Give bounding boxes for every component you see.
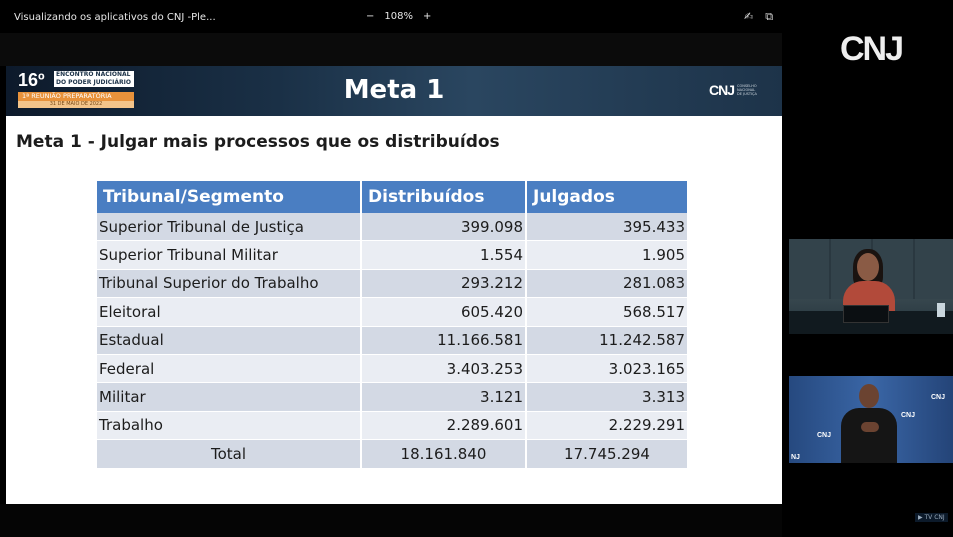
cell-distribuidos: 605.420 xyxy=(362,298,527,326)
cell-julgados: 395.433 xyxy=(527,213,689,241)
cell-distribuidos: 3.121 xyxy=(362,383,527,411)
cell-distribuidos: 3.403.253 xyxy=(362,355,527,383)
header-distribuidos: Distribuídos xyxy=(362,181,527,213)
bottom-letterbox xyxy=(0,504,782,537)
header-julgados: Julgados xyxy=(527,181,689,213)
event-date: 31 DE MAIO DE 2022 xyxy=(18,101,134,108)
table-row xyxy=(97,213,689,241)
cell-segment: Militar xyxy=(97,383,362,411)
event-line-2: DO PODER JUDICIÁRIO xyxy=(54,79,134,87)
cell-distribuidos: 399.098 xyxy=(362,213,527,241)
cell-total-julgados: 17.745.294 xyxy=(527,440,689,468)
presentation-slide xyxy=(6,66,782,504)
sign-bg-logo: CNJ xyxy=(931,394,946,401)
sign-language-video xyxy=(789,376,953,463)
event-line-1: ENCONTRO NACIONAL xyxy=(54,71,134,79)
table-row xyxy=(97,241,689,269)
slide-title: Meta 1 xyxy=(343,75,445,105)
cnj-logo-mark: CNJ xyxy=(709,82,735,98)
table-row xyxy=(97,270,689,298)
meta-table xyxy=(97,181,689,469)
cell-distribuidos: 293.212 xyxy=(362,270,527,298)
header-segment: Tribunal/Segmento xyxy=(97,181,362,213)
interpreter-hands xyxy=(861,422,879,432)
cell-segment: Estadual xyxy=(97,327,362,355)
interpreter-body xyxy=(841,408,897,463)
cell-distribuidos: 11.166.581 xyxy=(362,327,527,355)
interpreter-head xyxy=(859,384,879,408)
sign-interpreter-figure xyxy=(839,384,899,463)
cell-segment: Trabalho xyxy=(97,412,362,440)
top-letterbox xyxy=(0,33,782,66)
table-row xyxy=(97,298,689,326)
cell-julgados: 11.242.587 xyxy=(527,327,689,355)
event-number: 16º xyxy=(18,70,45,90)
table-row xyxy=(97,412,689,440)
event-line-3: 1ª REUNIÃO PREPARATÓRIA xyxy=(18,92,134,101)
viewer-tools xyxy=(744,10,773,24)
cell-segment: Tribunal Superior do Trabalho xyxy=(97,270,362,298)
cell-distribuidos: 1.554 xyxy=(362,241,527,269)
cell-segment: Superior Tribunal de Justiça xyxy=(97,213,362,241)
slide-cnj-logo xyxy=(709,82,759,98)
sign-bg-logo: CNJ xyxy=(901,412,916,419)
cell-julgados: 3.313 xyxy=(527,383,689,411)
document-title: Visualizando os aplicativos do CNJ -Ple... xyxy=(14,12,216,23)
cell-julgados: 2.229.291 xyxy=(527,412,689,440)
channel-badge: ▶ TV CNJ xyxy=(915,513,948,522)
viewer-toolbar xyxy=(0,0,782,33)
speaker-head xyxy=(857,253,879,281)
cell-segment: Eleitoral xyxy=(97,298,362,326)
cell-segment: Superior Tribunal Militar xyxy=(97,241,362,269)
desk-cup xyxy=(937,303,945,317)
cell-distribuidos: 2.289.601 xyxy=(362,412,527,440)
annotate-icon[interactable]: ✍ xyxy=(744,10,754,23)
present-icon[interactable]: ⧉ xyxy=(765,10,774,23)
cell-julgados: 281.083 xyxy=(527,270,689,298)
sign-bg-logo: NJ xyxy=(791,454,800,461)
speaker-video xyxy=(789,239,953,334)
cell-julgados: 1.905 xyxy=(527,241,689,269)
desk-monitor xyxy=(843,305,889,323)
table-total-row xyxy=(97,440,689,468)
cell-julgados: 568.517 xyxy=(527,298,689,326)
sign-bg-logo: CNJ xyxy=(817,432,832,439)
table-row xyxy=(97,327,689,355)
zoom-out-button[interactable]: − xyxy=(366,11,375,22)
zoom-level: 108% xyxy=(384,11,413,22)
slide-subtitle: Meta 1 - Julgar mais processos que os distribuídos xyxy=(16,132,500,152)
cell-total-label: Total xyxy=(97,440,362,468)
table-header-row xyxy=(97,181,689,213)
table-row xyxy=(97,383,689,411)
broadcast-side-panel xyxy=(782,0,953,537)
table-row xyxy=(97,355,689,383)
cnj-broadcast-logo: CNJ xyxy=(840,30,903,68)
slide-header xyxy=(6,66,782,116)
cell-total-distribuidos: 18.161.840 xyxy=(362,440,527,468)
zoom-control xyxy=(366,11,431,22)
cell-segment: Federal xyxy=(97,355,362,383)
cell-julgados: 3.023.165 xyxy=(527,355,689,383)
cnj-logo-subtitle: CONSELHO NACIONAL DE JUSTIÇA xyxy=(737,84,757,96)
zoom-in-button[interactable]: + xyxy=(422,11,432,22)
